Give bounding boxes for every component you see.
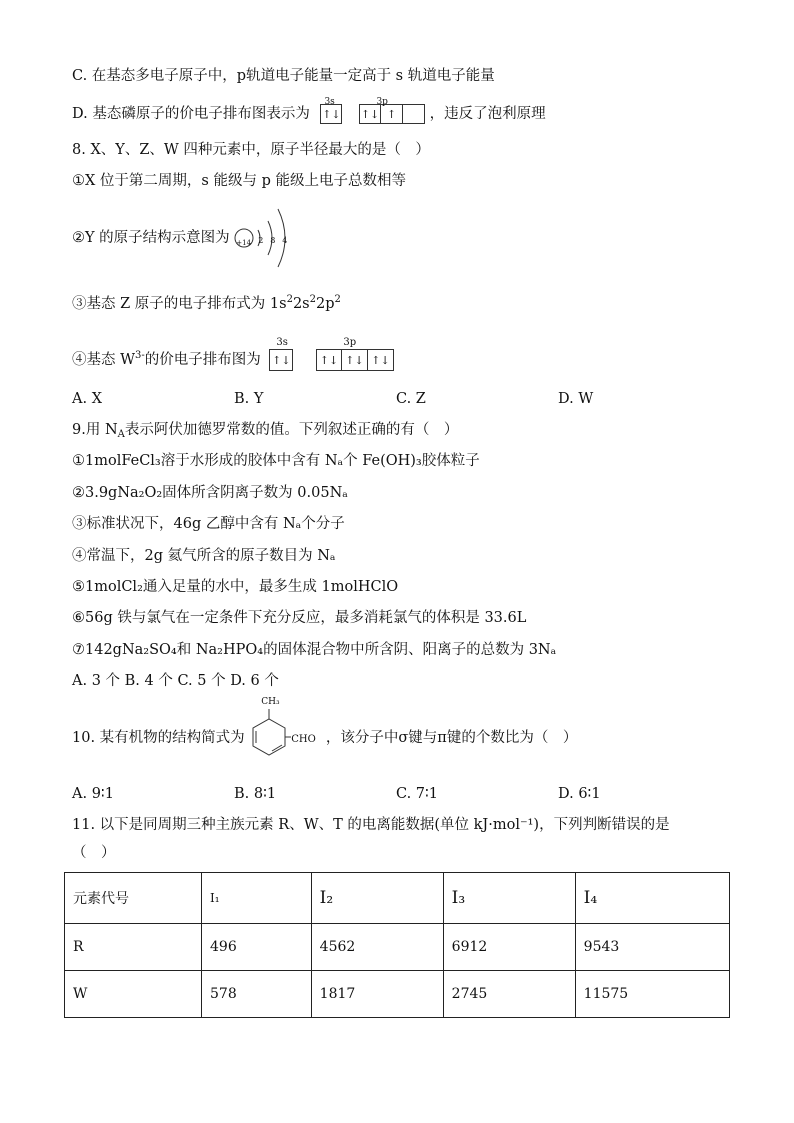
- orbital-box: ↑↓: [368, 349, 394, 371]
- orbital-box: ↑↓: [320, 104, 342, 124]
- table-header-cell: 元素代号: [65, 873, 202, 924]
- shell-count: 4: [282, 236, 288, 245]
- table-cell: 4562: [311, 924, 443, 971]
- table-cell: 496: [202, 924, 312, 971]
- q9-statement-1: ①1molFeCl₃溶于水形成的胶体中含有 Nₐ个 Fe(OH)₃胶体粒子: [72, 453, 480, 469]
- q8-statement-3: [72, 290, 341, 314]
- table-cell: 11575: [575, 971, 729, 1018]
- subscript: A: [117, 429, 125, 440]
- table-header-cell: I₃: [443, 873, 575, 924]
- orbital-box: ↑↓: [342, 349, 368, 371]
- choice-a[interactable]: A. X: [72, 391, 103, 407]
- table-cell: 2745: [443, 971, 575, 1018]
- orbital-box: ↑: [381, 104, 403, 124]
- table-cell: W: [65, 971, 202, 1018]
- question-8: 8. X、Y、Z、W 四种元素中，原子半径最大的是（ ）: [72, 142, 430, 158]
- table-header-cell: I₂: [311, 873, 443, 924]
- orbital-label-3p: 3p: [376, 97, 388, 107]
- question-9: [72, 420, 458, 445]
- ionization-energy-table: [64, 872, 730, 1018]
- orbital-term: 2s: [292, 296, 310, 312]
- question-10: [72, 697, 578, 748]
- option-d-suffix: ，违反了泡利原理: [429, 106, 546, 122]
- choice-c[interactable]: C. 7∶1: [396, 786, 439, 802]
- structure-formula: [249, 697, 321, 748]
- q9-statement-3: ③标准状况下，46g 乙醇中含有 Nₐ个分子: [72, 516, 345, 532]
- option-d-text: D. 基态磷原子的价电子排布图表示为: [72, 106, 310, 122]
- table-header-row: [65, 873, 730, 924]
- option-d: [72, 97, 546, 124]
- table-cell: R: [65, 924, 202, 971]
- q9-statement-2: ②3.9gNa₂O₂固体所含阴离子数为 0.05Nₐ: [72, 485, 348, 501]
- ion-charge: 3-: [135, 350, 145, 361]
- w-ion-orbital-diagram: [269, 337, 394, 371]
- nucleus-charge: +14: [236, 239, 252, 247]
- orbital-box: ↑↓: [316, 349, 342, 371]
- q9-statement-7: ⑦142gNa₂SO₄和 Na₂HPO₄的固体混合物中所含阴、阳离子的总数为 3Nₐ: [72, 642, 557, 658]
- choice-b[interactable]: B. Y: [234, 391, 264, 407]
- table-row: [65, 924, 730, 971]
- q9-choices: A. 3 个 B. 4 个 C. 5 个 D. 6 个: [72, 673, 279, 689]
- shell-count: 2: [258, 236, 264, 245]
- orbital-label-3s: 3s: [324, 97, 335, 107]
- table-cell: 1817: [311, 971, 443, 1018]
- superscript: 2: [309, 294, 316, 305]
- shell-count: 8: [270, 236, 276, 245]
- q8-statement-2: [72, 228, 304, 248]
- q8-statement-3-text: ③基态 Z 原子的电子排布式为 1s: [72, 296, 287, 312]
- table-header-cell: I₁: [202, 873, 312, 924]
- orbital-box: ↑↓: [269, 349, 293, 371]
- choice-d[interactable]: D. 6∶1: [558, 786, 601, 802]
- superscript: 2: [286, 294, 293, 305]
- aldehyde-group-label: CHO: [291, 734, 316, 745]
- orbital-term: 2p: [316, 296, 335, 312]
- table-cell: 9543: [575, 924, 729, 971]
- question-10-text: 10. 某有机物的结构简式为: [72, 730, 245, 746]
- q8-statement-2-text: ②Y 的原子结构示意图为: [72, 230, 230, 246]
- atomic-structure-diagram: [234, 228, 304, 248]
- q8-statement-4-suffix: 的价电子排布图为: [144, 352, 261, 368]
- superscript: 2: [334, 294, 341, 305]
- orbital-label-3s: 3s: [276, 337, 288, 348]
- methyl-group-label: CH₃: [261, 697, 280, 707]
- table-header-cell: I₄: [575, 873, 729, 924]
- q9-statement-5: ⑤1molCl₂通入足量的水中，最多生成 1molHClO: [72, 579, 399, 595]
- question-9-suffix: 表示阿伏加德罗常数的值。下列叙述正确的有（ ）: [124, 422, 459, 438]
- benzene-ring-icon: [249, 706, 293, 770]
- phosphorus-orbital-diagram: [320, 97, 425, 124]
- q8-statement-4-text: ④基态 W: [72, 352, 136, 368]
- table-cell: 578: [202, 971, 312, 1018]
- choice-a[interactable]: A. 9∶1: [72, 786, 114, 802]
- question-11: 11. 以下是同周期三种主族元素 R、W、T 的电离能数据(单位 kJ·mol⁻¹)，下列判断错误的是: [72, 817, 670, 833]
- question-10-suffix: ，该分子中σ键与π键的个数比为（ ）: [325, 730, 578, 746]
- choice-c[interactable]: C. Z: [396, 391, 426, 407]
- table-cell: 6912: [443, 924, 575, 971]
- orbital-label-3p: 3p: [343, 337, 357, 348]
- table-row: [65, 971, 730, 1018]
- question-11-paren: （ ）: [72, 845, 116, 861]
- orbital-group-3p: [359, 104, 425, 124]
- option-c: C. 在基态多电子原子中，p轨道电子能量一定高于 s 轨道电子能量: [72, 68, 495, 84]
- choice-d[interactable]: D. W: [558, 391, 594, 407]
- q9-statement-4: ④常温下，2g 氦气所含的原子数目为 Nₐ: [72, 548, 336, 564]
- q8-statement-4: [72, 337, 394, 371]
- q8-statement-1: ①X 位于第二周期，s 能级与 p 能级上电子总数相等: [72, 173, 406, 189]
- q9-statement-6: ⑥56g 铁与氯气在一定条件下充分反应，最多消耗氯气的体积是 33.6L: [72, 610, 527, 626]
- orbital-box: ↑↓: [359, 104, 381, 124]
- question-9-text: 9.用 N: [72, 422, 118, 438]
- choice-b[interactable]: B. 8∶1: [234, 786, 277, 802]
- orbital-box: [403, 104, 425, 124]
